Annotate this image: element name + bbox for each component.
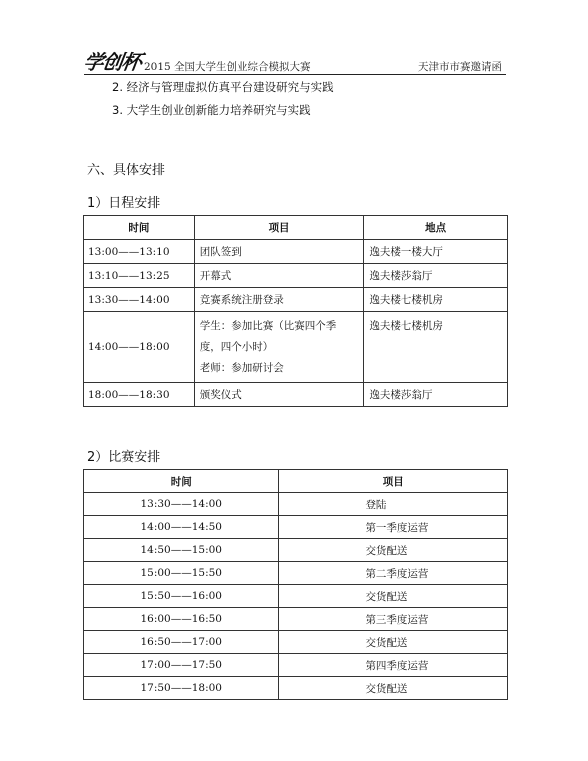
competition-item: 第一季度运营 [279,516,508,539]
schedule-item: 颁奖仪式 [194,383,364,407]
schedule-time: 14:00——18:00 [84,312,195,383]
competition-item: 交货配送 [279,585,508,608]
table-row [84,654,508,677]
schedule-item: 团队签到 [194,240,364,264]
schedule-heading: 1）日程安排 [87,196,161,211]
schedule-time: 13:30——14:00 [84,288,195,312]
column-header-time: 时间 [84,470,279,493]
schedule-time: 13:00——13:10 [84,240,195,264]
competition-time: 14:00——14:50 [84,516,279,539]
competition-item: 第四季度运营 [279,654,508,677]
column-header-place: 地点 [364,216,508,240]
competition-time: 16:00——16:50 [84,608,279,631]
table-row [84,516,508,539]
table-row [84,312,508,383]
contest-title: 2015 全国大学生创业综合模拟大赛 [144,61,311,73]
table-row [84,562,508,585]
column-header-item: 项目 [279,470,508,493]
schedule-item-line: 度，四个小时） [199,341,274,353]
column-header-item: 项目 [194,216,364,240]
schedule-item: 开幕式 [194,264,364,288]
competition-time: 16:50——17:00 [84,631,279,654]
table-header-row [84,470,508,493]
competition-time: 15:00——15:50 [84,562,279,585]
competition-heading: 2）比赛安排 [87,450,161,465]
table-row [84,631,508,654]
schedule-time: 13:10——13:25 [84,264,195,288]
competition-time: 15:50——16:00 [84,585,279,608]
schedule-time: 18:00——18:30 [84,383,195,407]
table-row [84,677,508,700]
schedule-place [364,312,508,383]
table-row [84,493,508,516]
page-header [84,44,506,75]
table-row [84,608,508,631]
competition-table [83,469,508,700]
table-header-row [84,216,508,240]
schedule-item [194,312,364,383]
research-topic-3: 3. 大学生创业创新能力培养研究与实践 [112,103,311,117]
competition-item: 交货配送 [279,677,508,700]
table-row [84,264,508,288]
schedule-item-line: 老师：参加研讨会 [199,362,284,374]
competition-item: 登陆 [279,493,508,516]
table-row [84,585,508,608]
competition-time: 14:50——15:00 [84,539,279,562]
contest-logo: 学创杯 [82,50,143,74]
table-row [84,539,508,562]
schedule-place: 逸夫楼莎翁厅 [364,383,508,407]
competition-item: 第二季度运营 [279,562,508,585]
section-title: 六、具体安排 [87,163,166,178]
table-row [84,383,508,407]
competition-time: 17:50——18:00 [84,677,279,700]
table-row [84,288,508,312]
column-header-time: 时间 [84,216,195,240]
research-topic-2: 2. 经济与管理虚拟仿真平台建设研究与实践 [112,80,334,94]
schedule-place: 逸夫楼莎翁厅 [364,264,508,288]
schedule-item: 竞赛系统注册登录 [194,288,364,312]
schedule-place-line: 逸夫楼七楼机房 [369,320,443,332]
competition-time: 17:00——17:50 [84,654,279,677]
schedule-place: 逸夫楼一楼大厅 [364,240,508,264]
invitation-title: 天津市市赛邀请函 [418,61,502,73]
schedule-place: 逸夫楼七楼机房 [364,288,508,312]
table-row [84,240,508,264]
schedule-item-line: 学生：参加比赛（比赛四个季 [199,320,337,332]
competition-item: 第三季度运营 [279,608,508,631]
schedule-table [83,215,508,407]
competition-item: 交货配送 [279,539,508,562]
competition-time: 13:30——14:00 [84,493,279,516]
competition-item: 交货配送 [279,631,508,654]
